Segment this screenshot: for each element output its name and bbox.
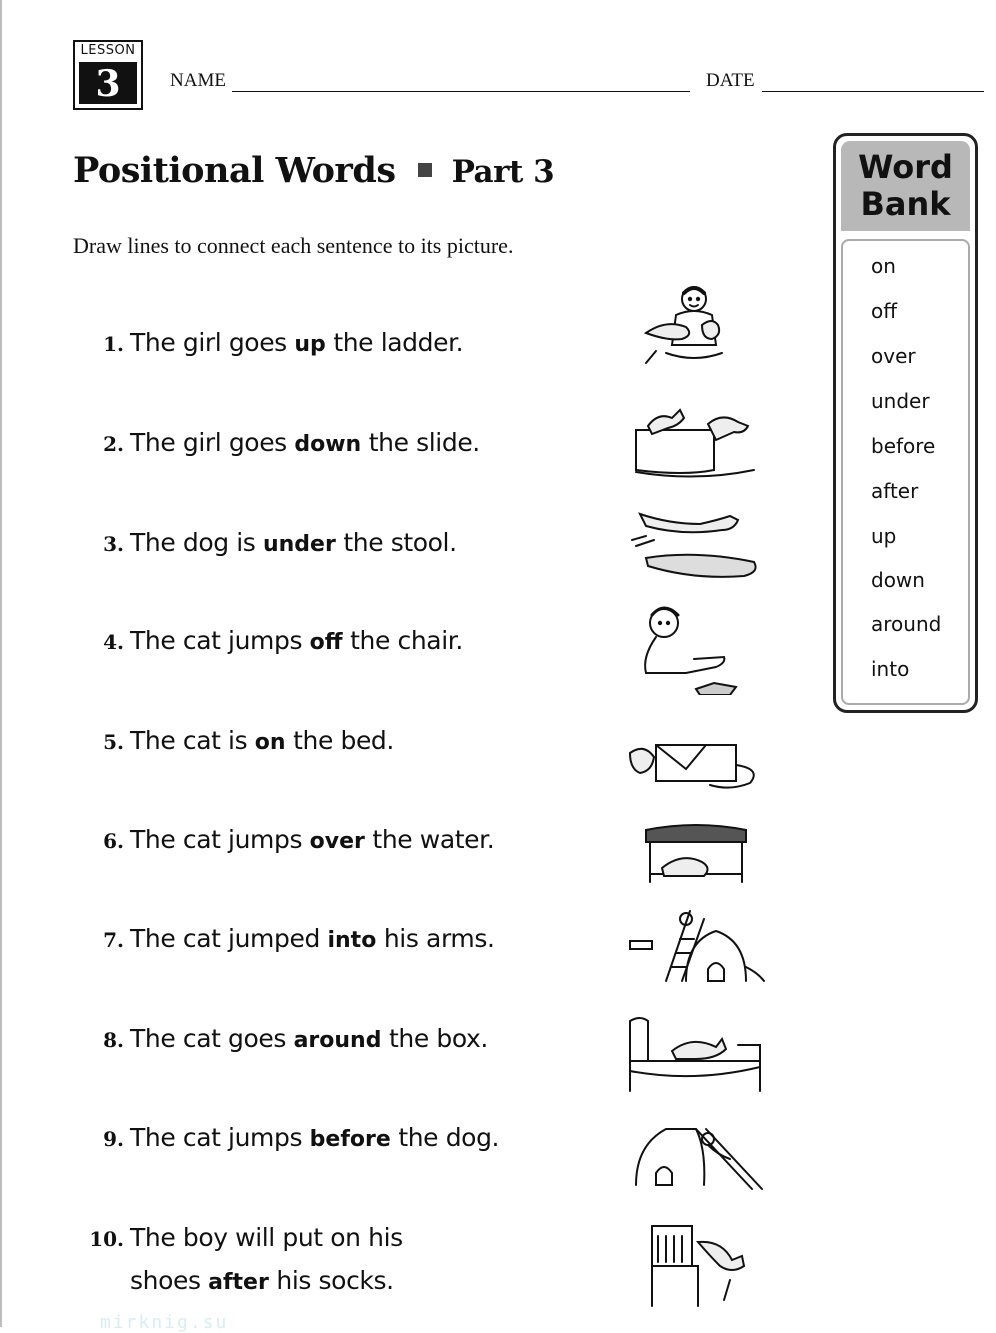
sentence-text: The girl goes [130,328,295,357]
date-label: DATE [706,70,755,91]
sentence-text: the stool. [335,528,457,557]
instructions: Draw lines to connect each sentence to its picture. [73,233,514,258]
sentence-text: the bed. [285,726,394,755]
word-bank-item: over [871,344,916,368]
cat-on-bed-icon [626,1015,766,1105]
watermark: mirknig.su [100,1312,229,1333]
sentence-number: 1. [103,332,124,356]
sentence-text: the dog. [390,1123,500,1152]
date-line [762,91,984,92]
sentence-number: 3. [103,532,124,556]
sentence-3 [60,522,580,566]
sentence-keyword: off [309,630,343,655]
sentence-2 [60,422,580,466]
sentence-number: 10. [89,1227,124,1251]
sentence-10 [60,1217,580,1304]
sentence-text: the box. [381,1024,488,1053]
name-line [232,91,690,92]
sentence-number: 8. [103,1028,124,1052]
sentence-text: The girl goes [130,428,295,457]
cat-jumping-off-chair-icon [626,1222,766,1312]
lesson-badge [73,40,143,110]
sentence-number: 6. [103,829,124,853]
sentence-4 [60,620,580,664]
sentence-text: The boy will put on his [130,1223,403,1252]
sentence-keyword: down [294,432,362,457]
title-part: Part 3 [451,154,555,190]
dog-jumping-before-dog-icon [626,400,766,490]
sentence-keyword: over [309,829,365,854]
sentence-text: The cat is [130,726,255,755]
word-bank-item: after [871,479,919,503]
word-bank-title-line: Word [858,148,953,186]
girl-climbing-ladder-icon [626,905,766,995]
word-bank-item: into [871,657,910,681]
dog-under-stool-icon [626,820,766,910]
sentence-1 [60,322,580,366]
lesson-number: 3 [79,62,137,104]
sentence-text: The cat jumps [130,1123,310,1152]
sentence-keyword: into [327,928,377,953]
girl-going-down-slide-icon [626,1115,766,1205]
sentence-text: the water. [364,825,495,854]
sentence-number: 5. [103,730,124,754]
sentence-text: The cat jumps [130,626,310,655]
cat-jumping-over-water-icon [626,500,766,590]
word-bank-title [841,141,970,231]
sentence-text: the chair. [342,626,463,655]
sentence-text: his socks. [268,1266,394,1295]
name-label: NAME [170,70,226,91]
sentence-5 [60,720,580,764]
sentence-7 [60,918,580,962]
title-main: Positional Words [73,150,396,191]
title-separator-icon [418,163,432,177]
word-bank-item: around [871,612,942,636]
page-edge [0,0,2,1327]
sentence-text: shoes [130,1266,209,1295]
sentence-6 [60,819,580,863]
cat-around-box-icon [626,725,766,815]
sentence-text: the ladder. [325,328,464,357]
word-bank-item: down [871,568,925,592]
word-bank-title-line: Bank [860,185,951,223]
sentence-text: The cat goes [130,1024,294,1053]
word-bank-item: under [871,389,930,413]
word-bank-item: up [871,524,897,548]
sentence-text: his arms. [376,924,495,953]
sentence-number: 4. [103,630,124,654]
sentence-keyword: under [262,532,336,557]
sentence-keyword: up [294,332,326,357]
page-title [73,150,554,191]
sentence-keyword: before [309,1127,391,1152]
sentence-keyword: on [254,730,286,755]
sentence-text: The dog is [130,528,263,557]
sentence-9 [60,1117,580,1161]
boy-putting-on-shoes-icon [626,605,766,695]
word-bank [833,133,978,713]
lesson-label: LESSON [80,43,136,58]
word-bank-list [841,239,970,705]
sentence-text: The cat jumped [130,924,328,953]
sentence-keyword: after [208,1270,269,1295]
sentence-text: the slide. [361,428,480,457]
word-bank-item: off [871,299,898,323]
word-bank-item: before [871,434,936,458]
boy-holding-cat-icon [626,285,766,375]
sentence-8 [60,1018,580,1062]
sentence-keyword: around [293,1028,382,1053]
sentence-text: The cat jumps [130,825,310,854]
sentence-number: 2. [103,432,124,456]
word-bank-item: on [871,254,896,278]
sentence-number: 7. [103,928,124,952]
sentence-number: 9. [103,1127,124,1151]
